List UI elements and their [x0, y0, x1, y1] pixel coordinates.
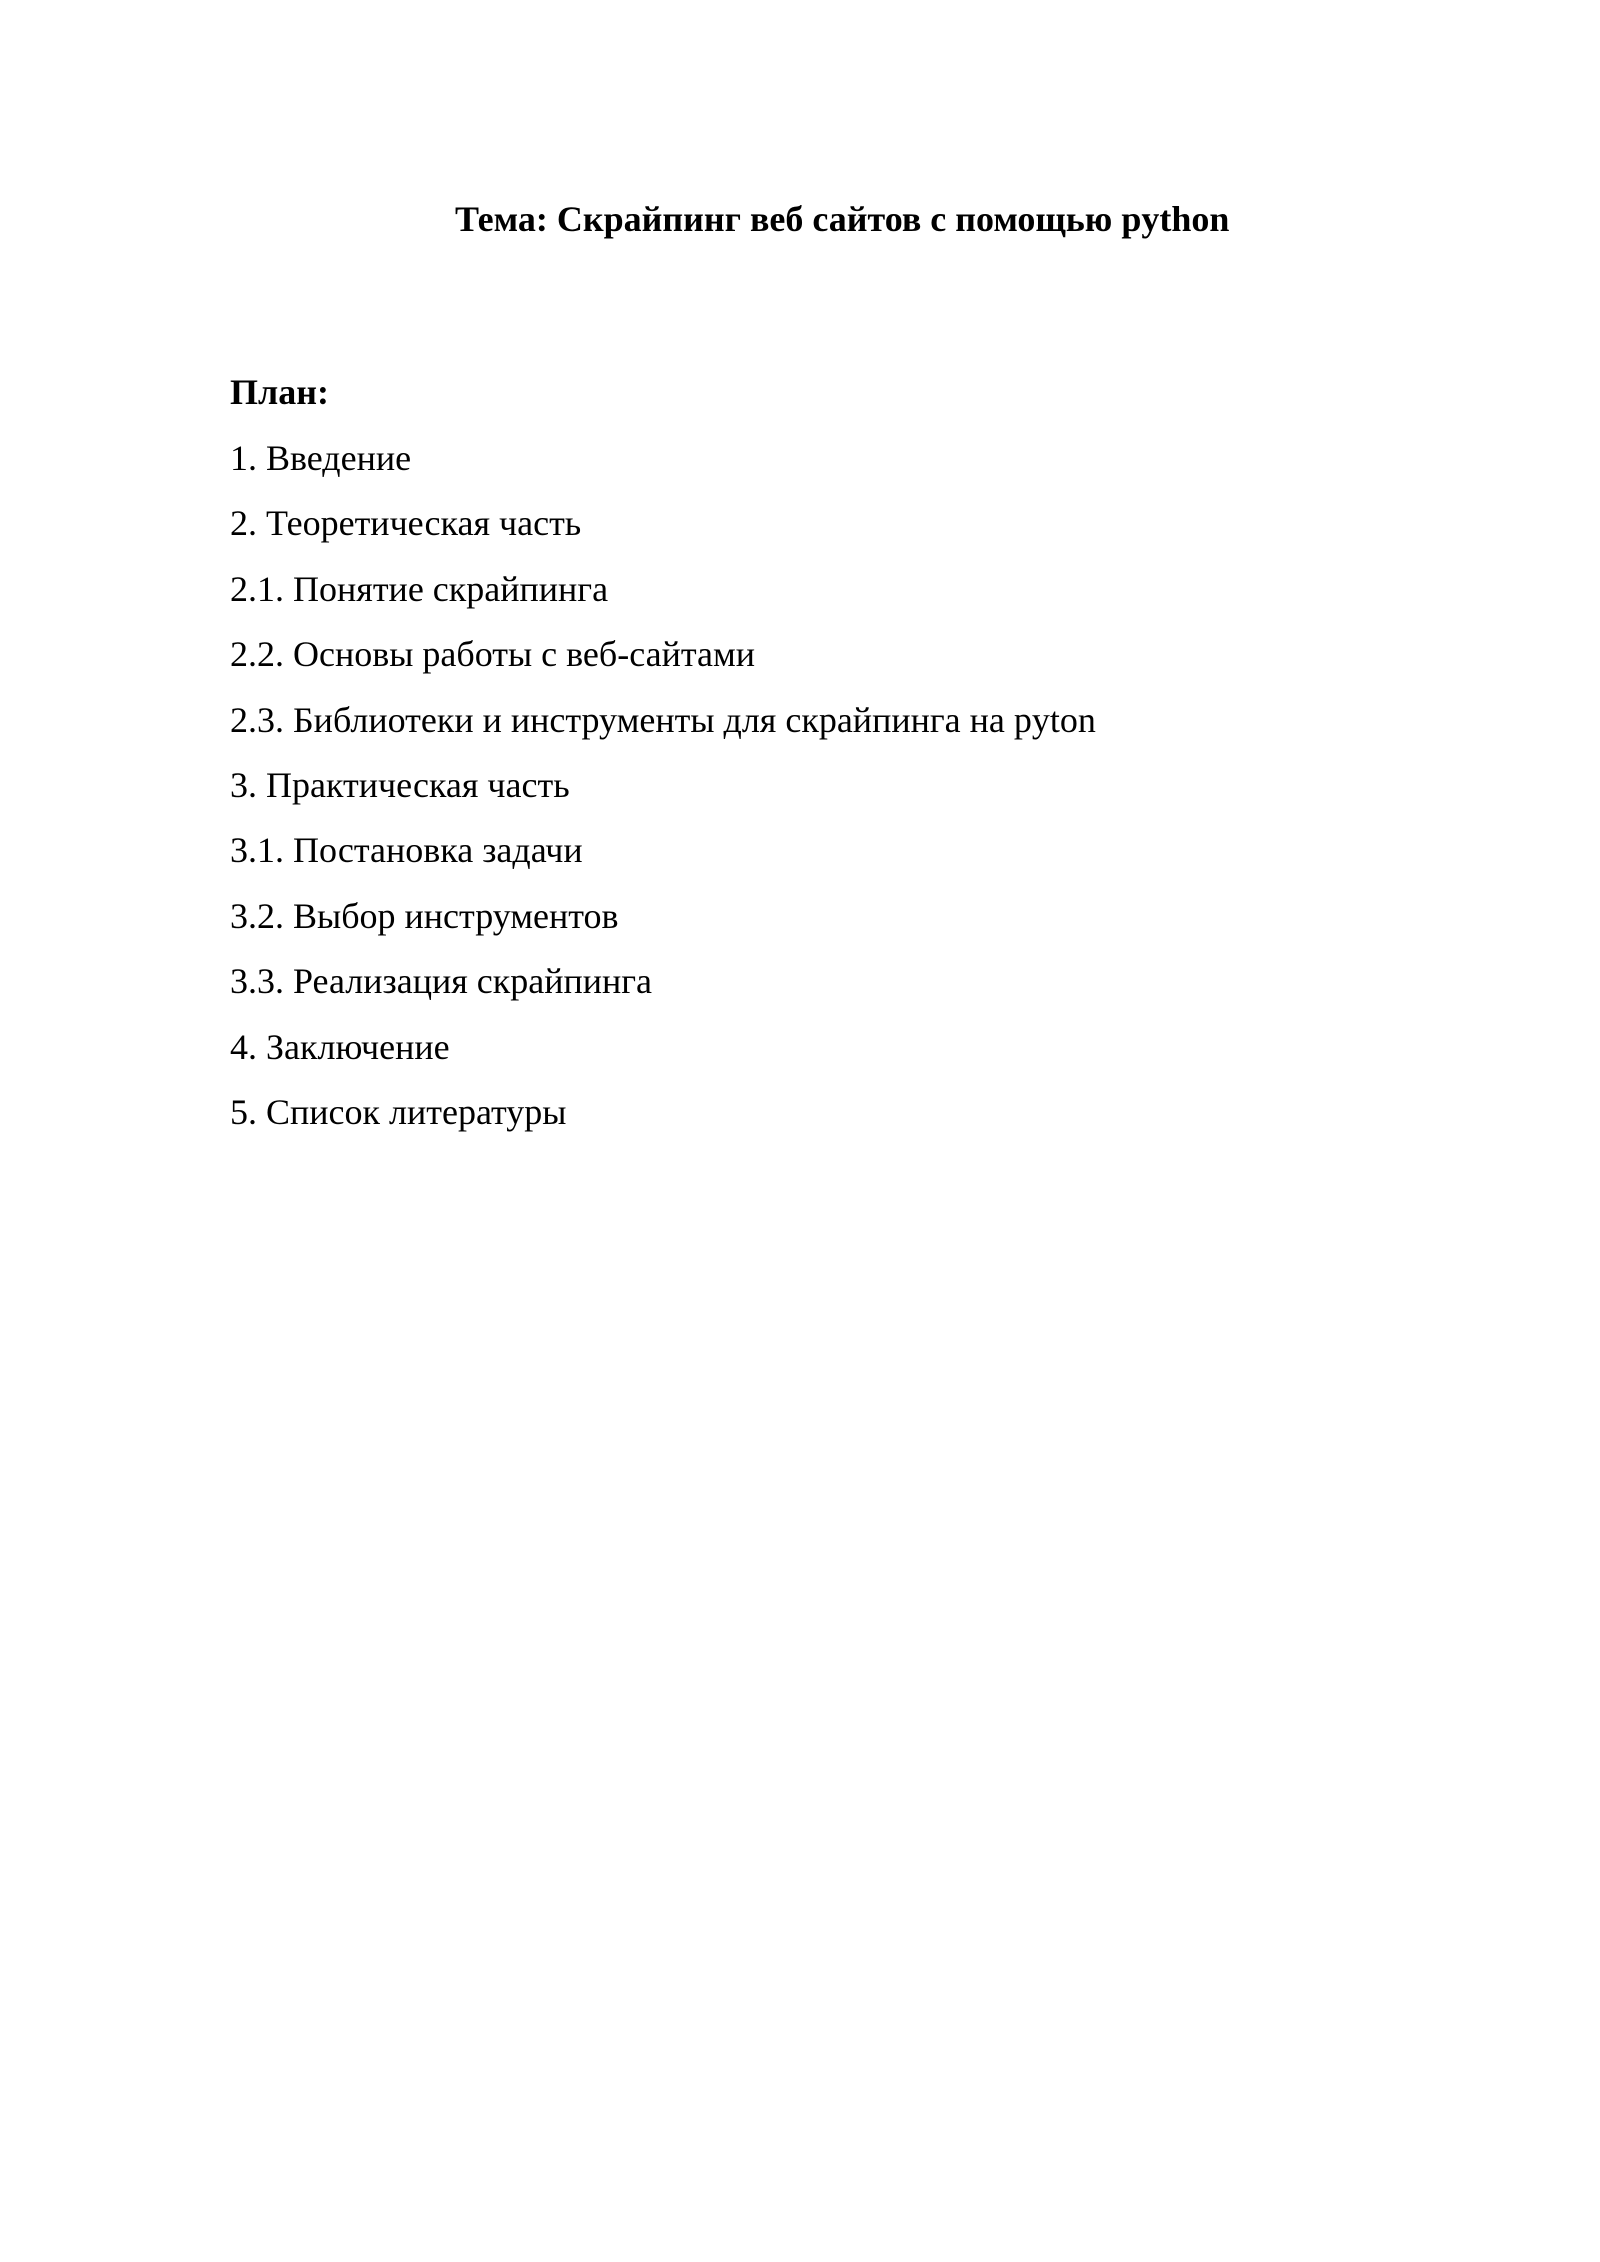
plan-item: 3.1. Постановка задачи	[230, 830, 583, 871]
plan-item: 2.1. Понятие скрайпинга	[230, 568, 609, 609]
plan-item: 2. Теоретическая часть	[230, 503, 582, 544]
plan-item: 3.3. Реализация скрайпинга	[230, 961, 653, 1002]
plan-item: 4. Заключение	[230, 1026, 450, 1067]
plan-heading: План:	[230, 372, 329, 412]
plan-item: 1. Введение	[230, 438, 412, 478]
plan-list	[230, 432, 1096, 1151]
document-title: Тема: Скрайпинг веб сайтов с помощью python	[455, 199, 1230, 239]
plan-item: 2.3. Библиотеки и инструменты для скрайпинга на pyton	[230, 699, 1096, 740]
plan-item: 3.2. Выбор инструментов	[230, 895, 619, 936]
plan-item: 2.2. Основы работы с веб-сайтами	[230, 634, 756, 675]
plan-item: 5. Список литературы	[230, 1091, 567, 1132]
plan-item: 3. Практическая часть	[230, 764, 570, 805]
